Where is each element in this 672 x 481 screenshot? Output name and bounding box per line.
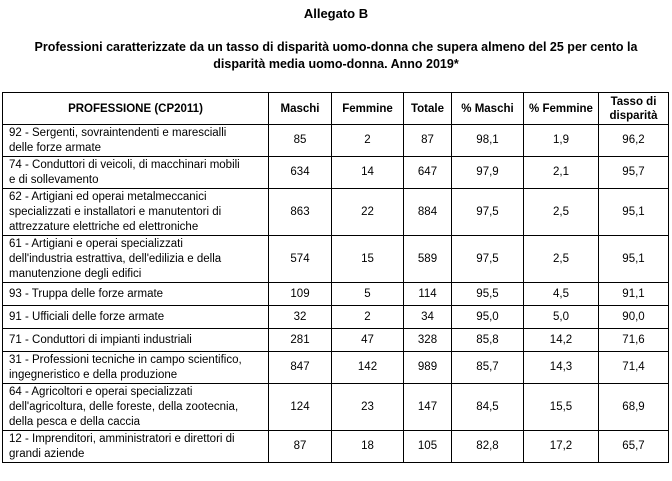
pct-males-cell: 95,5 [452,283,524,306]
disparity-cell: 96,2 [599,125,669,157]
females-cell: 2 [332,306,404,329]
disparity-table [2,92,669,463]
females-cell: 23 [332,384,404,431]
males-cell: 281 [269,329,332,352]
pct-females-cell: 5,0 [524,306,599,329]
pct-females-cell: 17,2 [524,431,599,463]
profession-cell [3,384,269,431]
females-cell: 47 [332,329,404,352]
header-pct-females: % Femmine [524,93,599,125]
total-cell: 147 [404,384,452,431]
header-pct-males: % Maschi [452,93,524,125]
profession-cell [3,329,269,352]
profession-cell [3,352,269,384]
pct-males-cell: 97,5 [452,236,524,283]
total-cell: 884 [404,189,452,236]
disparity-cell: 68,9 [599,384,669,431]
pct-females-cell: 4,5 [524,283,599,306]
males-cell: 574 [269,236,332,283]
total-cell: 589 [404,236,452,283]
pct-females-cell: 14,3 [524,352,599,384]
profession-line: 74 - Conduttori di veicoli, di macchinari mobili [9,158,240,171]
disparity-cell: 95,1 [599,236,669,283]
females-cell: 142 [332,352,404,384]
title-line-1: Professioni caratterizzate da un tasso di disparità uomo-donna che supera almeno del 25 per cento la [34,40,638,54]
table-row [3,352,669,384]
total-cell: 105 [404,431,452,463]
profession-line: 12 - Imprenditori, amministratori e direttori di [9,432,235,445]
header-males: Maschi [269,93,332,125]
females-cell: 18 [332,431,404,463]
header-disparity-line-1: Tasso di [610,95,657,108]
males-cell: 847 [269,352,332,384]
profession-line: e di sollevamento [9,173,99,186]
disparity-cell: 71,6 [599,329,669,352]
profession-line: grandi aziende [9,447,85,460]
pct-males-cell: 98,1 [452,125,524,157]
profession-cell [3,236,269,283]
males-cell: 124 [269,384,332,431]
table-row [3,384,669,431]
profession-line: 62 - Artigiani ed operai metalmeccanici [9,190,207,203]
disparity-cell: 90,0 [599,306,669,329]
males-cell: 87 [269,431,332,463]
pct-males-cell: 97,5 [452,189,524,236]
profession-cell [3,157,269,189]
table-row [3,157,669,189]
pct-females-cell: 2,5 [524,236,599,283]
females-cell: 15 [332,236,404,283]
females-cell: 2 [332,125,404,157]
males-cell: 85 [269,125,332,157]
profession-line: 91 - Ufficiali delle forze armate [9,310,165,323]
males-cell: 109 [269,283,332,306]
pct-males-cell: 97,9 [452,157,524,189]
profession-line: 93 - Truppa delle forze armate [9,287,164,300]
profession-cell [3,189,269,236]
table-row [3,125,669,157]
disparity-cell: 95,1 [599,189,669,236]
profession-line: specializzati e installatori e manutentori di [9,205,222,218]
pct-males-cell: 85,8 [452,329,524,352]
pct-females-cell: 14,2 [524,329,599,352]
profession-line: dell'agricoltura, delle foreste, della zootecnia, [9,400,239,413]
header-row [3,93,669,125]
table-row [3,329,669,352]
males-cell: 634 [269,157,332,189]
profession-cell [3,125,269,157]
disparity-cell: 91,1 [599,283,669,306]
profession-line: 31 - Professioni tecniche in campo scientifico, [9,353,242,366]
profession-line: dell'industria estrattiva, dell'edilizia e della [9,252,222,265]
pct-males-cell: 95,0 [452,306,524,329]
profession-line: 61 - Artigiani e operai specializzati [9,237,183,250]
table-row [3,236,669,283]
profession-line: 71 - Conduttori di impianti industriali [9,333,192,346]
title-line-2: disparità media uomo-donna. Anno 2019* [213,57,459,71]
total-cell: 34 [404,306,452,329]
annex-label: Allegato B [303,6,369,21]
pct-females-cell: 15,5 [524,384,599,431]
total-cell: 647 [404,157,452,189]
disparity-cell: 71,4 [599,352,669,384]
header-disparity-line-2: disparità [609,109,658,122]
profession-line: delle forze armate [9,141,102,154]
females-cell: 22 [332,189,404,236]
table-title [20,39,652,73]
pct-males-cell: 84,5 [452,384,524,431]
total-cell: 989 [404,352,452,384]
header-females: Femmine [332,93,404,125]
pct-females-cell: 2,1 [524,157,599,189]
females-cell: 5 [332,283,404,306]
pct-males-cell: 82,8 [452,431,524,463]
profession-line: attrezzature elettriche ed elettroniche [9,220,199,233]
profession-line: manutenzione degli edifici [9,267,142,280]
profession-line: della pesca e della caccia [9,415,141,428]
males-cell: 32 [269,306,332,329]
pct-females-cell: 1,9 [524,125,599,157]
header-total: Totale [404,93,452,125]
table-row [3,283,669,306]
header-profession: PROFESSIONE (CP2011) [3,93,269,125]
profession-line: ingegneristico e della produzione [9,368,178,381]
total-cell: 114 [404,283,452,306]
disparity-cell: 65,7 [599,431,669,463]
profession-line: 64 - Agricoltori e operai specializzati [9,385,193,398]
total-cell: 328 [404,329,452,352]
disparity-cell: 95,7 [599,157,669,189]
header-disparity [599,93,669,125]
table-row [3,189,669,236]
pct-females-cell: 2,5 [524,189,599,236]
table-row [3,431,669,463]
profession-cell [3,283,269,306]
profession-cell [3,306,269,329]
pct-males-cell: 85,7 [452,352,524,384]
profession-cell [3,431,269,463]
males-cell: 863 [269,189,332,236]
table-row [3,306,669,329]
females-cell: 14 [332,157,404,189]
total-cell: 87 [404,125,452,157]
profession-line: 92 - Sergenti, sovraintendenti e marescialli [9,126,227,139]
